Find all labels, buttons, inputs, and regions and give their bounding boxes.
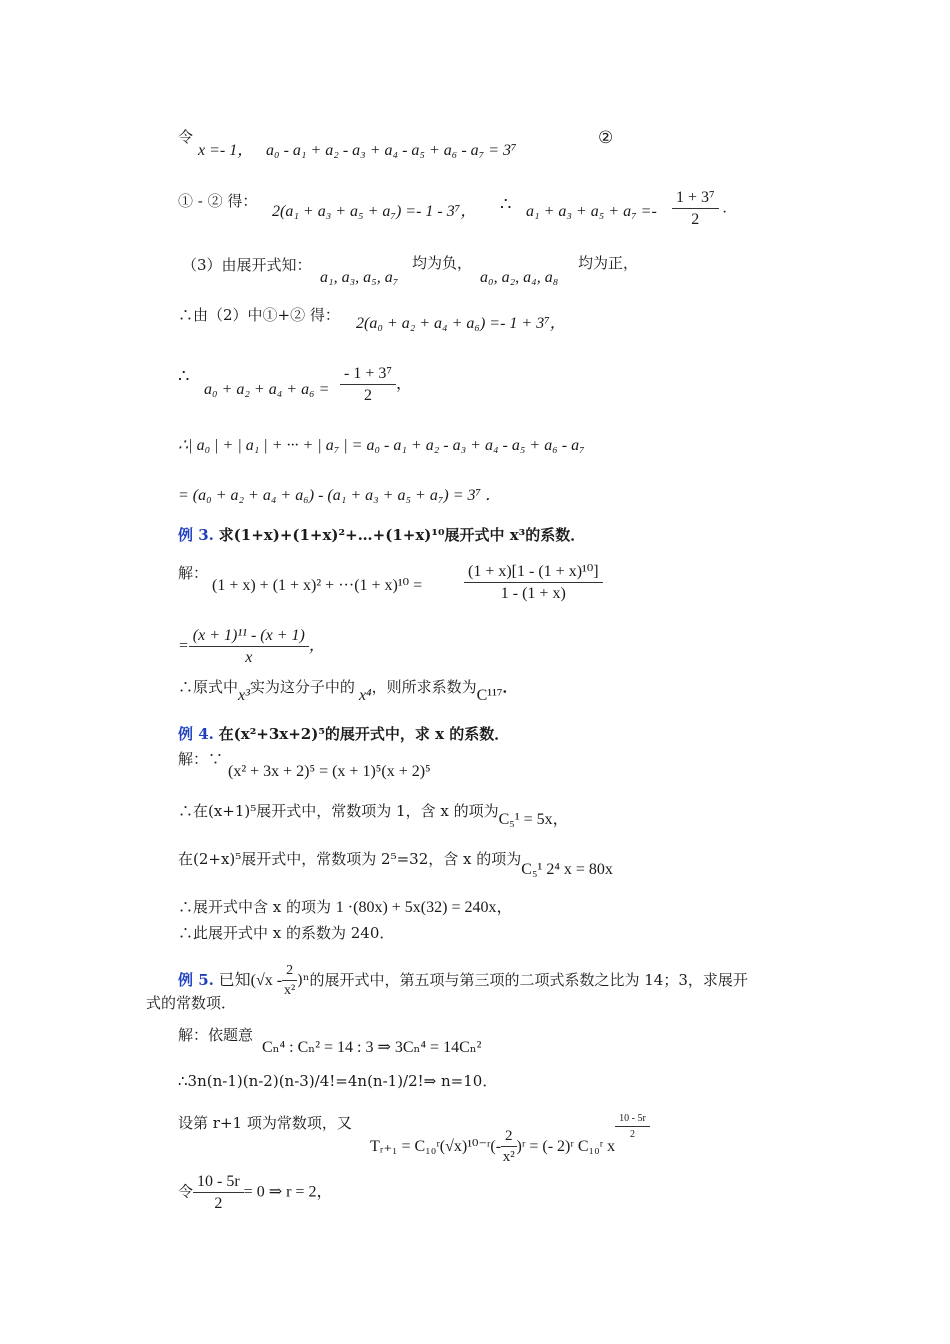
exponent-denominator: 2 — [629, 1129, 635, 1140]
example-4-line2 — [178, 802, 569, 828]
line-2-prefix: ① - ② 得： — [178, 192, 258, 210]
line-1 — [178, 130, 193, 145]
line-4-text: ∴由（2）中①+② 得： — [178, 306, 340, 324]
example-4-line3 — [178, 850, 613, 878]
example-4-line5: ∴此展开式中 x 的系数为 240． — [178, 924, 395, 942]
comma: ， — [308, 637, 325, 655]
condition-x: x =- 1， — [198, 142, 254, 159]
example-5-line4: 设第 r+1 项为常数项，又 — [178, 1114, 352, 1132]
solution-label-5: 解：依题意 — [178, 1026, 254, 1044]
fraction-2: $\frac{\text{1 + 3⁷}}{2}$ . — [672, 190, 727, 228]
positive-text: 均为正， — [578, 254, 639, 272]
equation-2: 2(a₁ + a₃ + a₅ + a₇) =- 1 - 3⁷， — [272, 203, 477, 220]
comma: ， — [395, 375, 412, 393]
equation-1: a₀ - a₁ + a₂ - a₃ + a₄ - a₅ + a₆ - a₇ = 3⁷ — [266, 142, 517, 159]
general-term-equation — [370, 1114, 650, 1165]
prefix: 令 — [178, 1182, 194, 1201]
x-cubed: x³ — [238, 687, 250, 704]
fraction-5 — [340, 366, 412, 404]
text-a: 已知(√x - — [218, 972, 283, 989]
period: ． — [502, 678, 518, 696]
negative-text: 均为负， — [412, 254, 473, 272]
example-3-line3 — [178, 678, 518, 704]
fraction-ex3-line2 — [178, 628, 325, 666]
text: ∴展开式中含 x 的项为 — [178, 898, 331, 916]
example-5-line5 — [178, 1174, 332, 1212]
equation: 1 ·(80x) + 5x(32) = 240x， — [335, 899, 513, 916]
fraction-numerator: (1 + x)[1 - (1 + x)¹⁰] — [464, 564, 603, 583]
example-3-heading — [178, 528, 585, 543]
example-5-line2: 式的常数项． — [146, 994, 237, 1012]
line-3-text: （3）由展开式知： — [182, 256, 312, 274]
fraction-numerator: (x + 1)¹¹ - (x + 1) — [189, 628, 309, 647]
fraction-numerator: - 1 + 3⁷ — [340, 366, 396, 385]
fraction-ex3 — [464, 564, 603, 602]
text-a: ∴原式中 — [178, 678, 239, 696]
example-text: 求(1+x)+(1+x)²+…+(1+x)¹⁰展开式中 x³的系数． — [218, 526, 586, 544]
solution-label: 解： — [178, 564, 209, 582]
example-5-heading — [178, 964, 748, 998]
solution-equation-4: (x² + 3x + 2)⁵ = (x + 1)⁵(x + 2)⁵ — [228, 763, 431, 780]
equation-5: a₀ + a₂ + a₄ + a₆ = — [204, 381, 330, 398]
negative-coefficients: a₁, a₃, a₅, a₇ — [320, 269, 399, 286]
text-b: )ⁿ的展开式中，第五项与第三项的二项式系数之比为 14；3，求展开 — [297, 971, 748, 989]
example-4-line4 — [178, 900, 512, 916]
equation-6: ∴| a₀ | + | a₁ | + ··· + | a₇ | = a₀ - a₁ + a₂ - a₃ + a₄ - a₅ + a₆ - a₇ — [178, 437, 585, 454]
fraction-numerator: 1 + 3⁷ — [672, 190, 719, 209]
solution-equation-5: Cₙ⁴ : Cₙ² = 14 : 3 ⇒ 3Cₙ⁴ = 14Cₙ² — [262, 1039, 482, 1056]
fraction-numerator: 10 - 5r — [193, 1174, 244, 1193]
equation: C₅¹ = 5x， — [498, 811, 569, 828]
fraction-denominator: 2 — [363, 387, 372, 404]
example-5-line3: ∴3n(n-1)(n-2)(n-3)/4!=4n(n-1)/2!⇒ n=10． — [178, 1072, 498, 1090]
text-c: ，则所求系数为 — [371, 678, 477, 696]
tag-2: ② — [598, 128, 614, 148]
equation-a: Tᵣ₊₁ = C₁₀ʳ(√x)¹⁰⁻ʳ(- — [370, 1138, 502, 1155]
equation-4: 2(a₀ + a₂ + a₄ + a₆) =- 1 + 3⁷， — [356, 315, 566, 332]
example-text: 在(x²+3x+2)⁵的展开式中，求 x 的系数． — [218, 725, 510, 743]
fraction-denominator: 2 — [214, 1195, 223, 1212]
equation-7: = (a₀ + a₂ + a₄ + a₆) - (a₁ + a₃ + a₅ + a₇) = 3⁷ ． — [178, 487, 502, 504]
example-label: 例 5. — [178, 971, 214, 989]
text: ∴在(x+1)⁵展开式中，常数项为 1，含 x 的项为 — [178, 802, 499, 820]
therefore-symbol: ∴ — [500, 194, 512, 215]
equation: = 0 ⇒ r = 2， — [243, 1183, 333, 1201]
positive-coefficients: a₀, a₂, a₄, a₈ — [480, 269, 559, 286]
fraction-numerator: 2 — [282, 964, 297, 981]
fraction-denominator: x — [245, 649, 253, 666]
binomial-c: C¹¹⁷ — [476, 687, 503, 704]
fraction-numerator: 2 — [501, 1129, 517, 1147]
text-prefix: 令 — [178, 128, 194, 146]
therefore-symbol-5: ∴ — [178, 366, 190, 387]
solution-label-4: 解：∵ — [178, 750, 224, 768]
fraction-denominator: 1 - (1 + x) — [500, 585, 566, 602]
fraction-denominator: x² — [284, 983, 296, 998]
example-label: 例 3. — [178, 526, 214, 544]
solution-equation-3: (1 + x) + (1 + x)² + ···(1 + x)¹⁰ = — [212, 577, 423, 594]
fraction-denominator: x² — [502, 1149, 515, 1166]
x-fourth: x⁴ — [358, 687, 372, 704]
text: 在(2+x)⁵展开式中，常数项为 2⁵=32，含 x 的项为 — [178, 850, 522, 868]
fraction-denominator: 2 — [691, 211, 700, 228]
text-b: 实为这分子中的 — [249, 678, 355, 696]
equation-2b: a₁ + a₃ + a₅ + a₇ =- — [526, 203, 657, 220]
equation-b: )ʳ = (- 2)ʳ C₁₀ʳ x — [516, 1138, 616, 1155]
equation: C₅¹ 2⁴ x = 80x — [521, 861, 613, 878]
example-label: 例 4. — [178, 725, 214, 743]
exponent-numerator: 10 - 5r — [615, 1114, 650, 1127]
example-4-heading — [178, 727, 509, 742]
equals: = — [178, 637, 189, 655]
